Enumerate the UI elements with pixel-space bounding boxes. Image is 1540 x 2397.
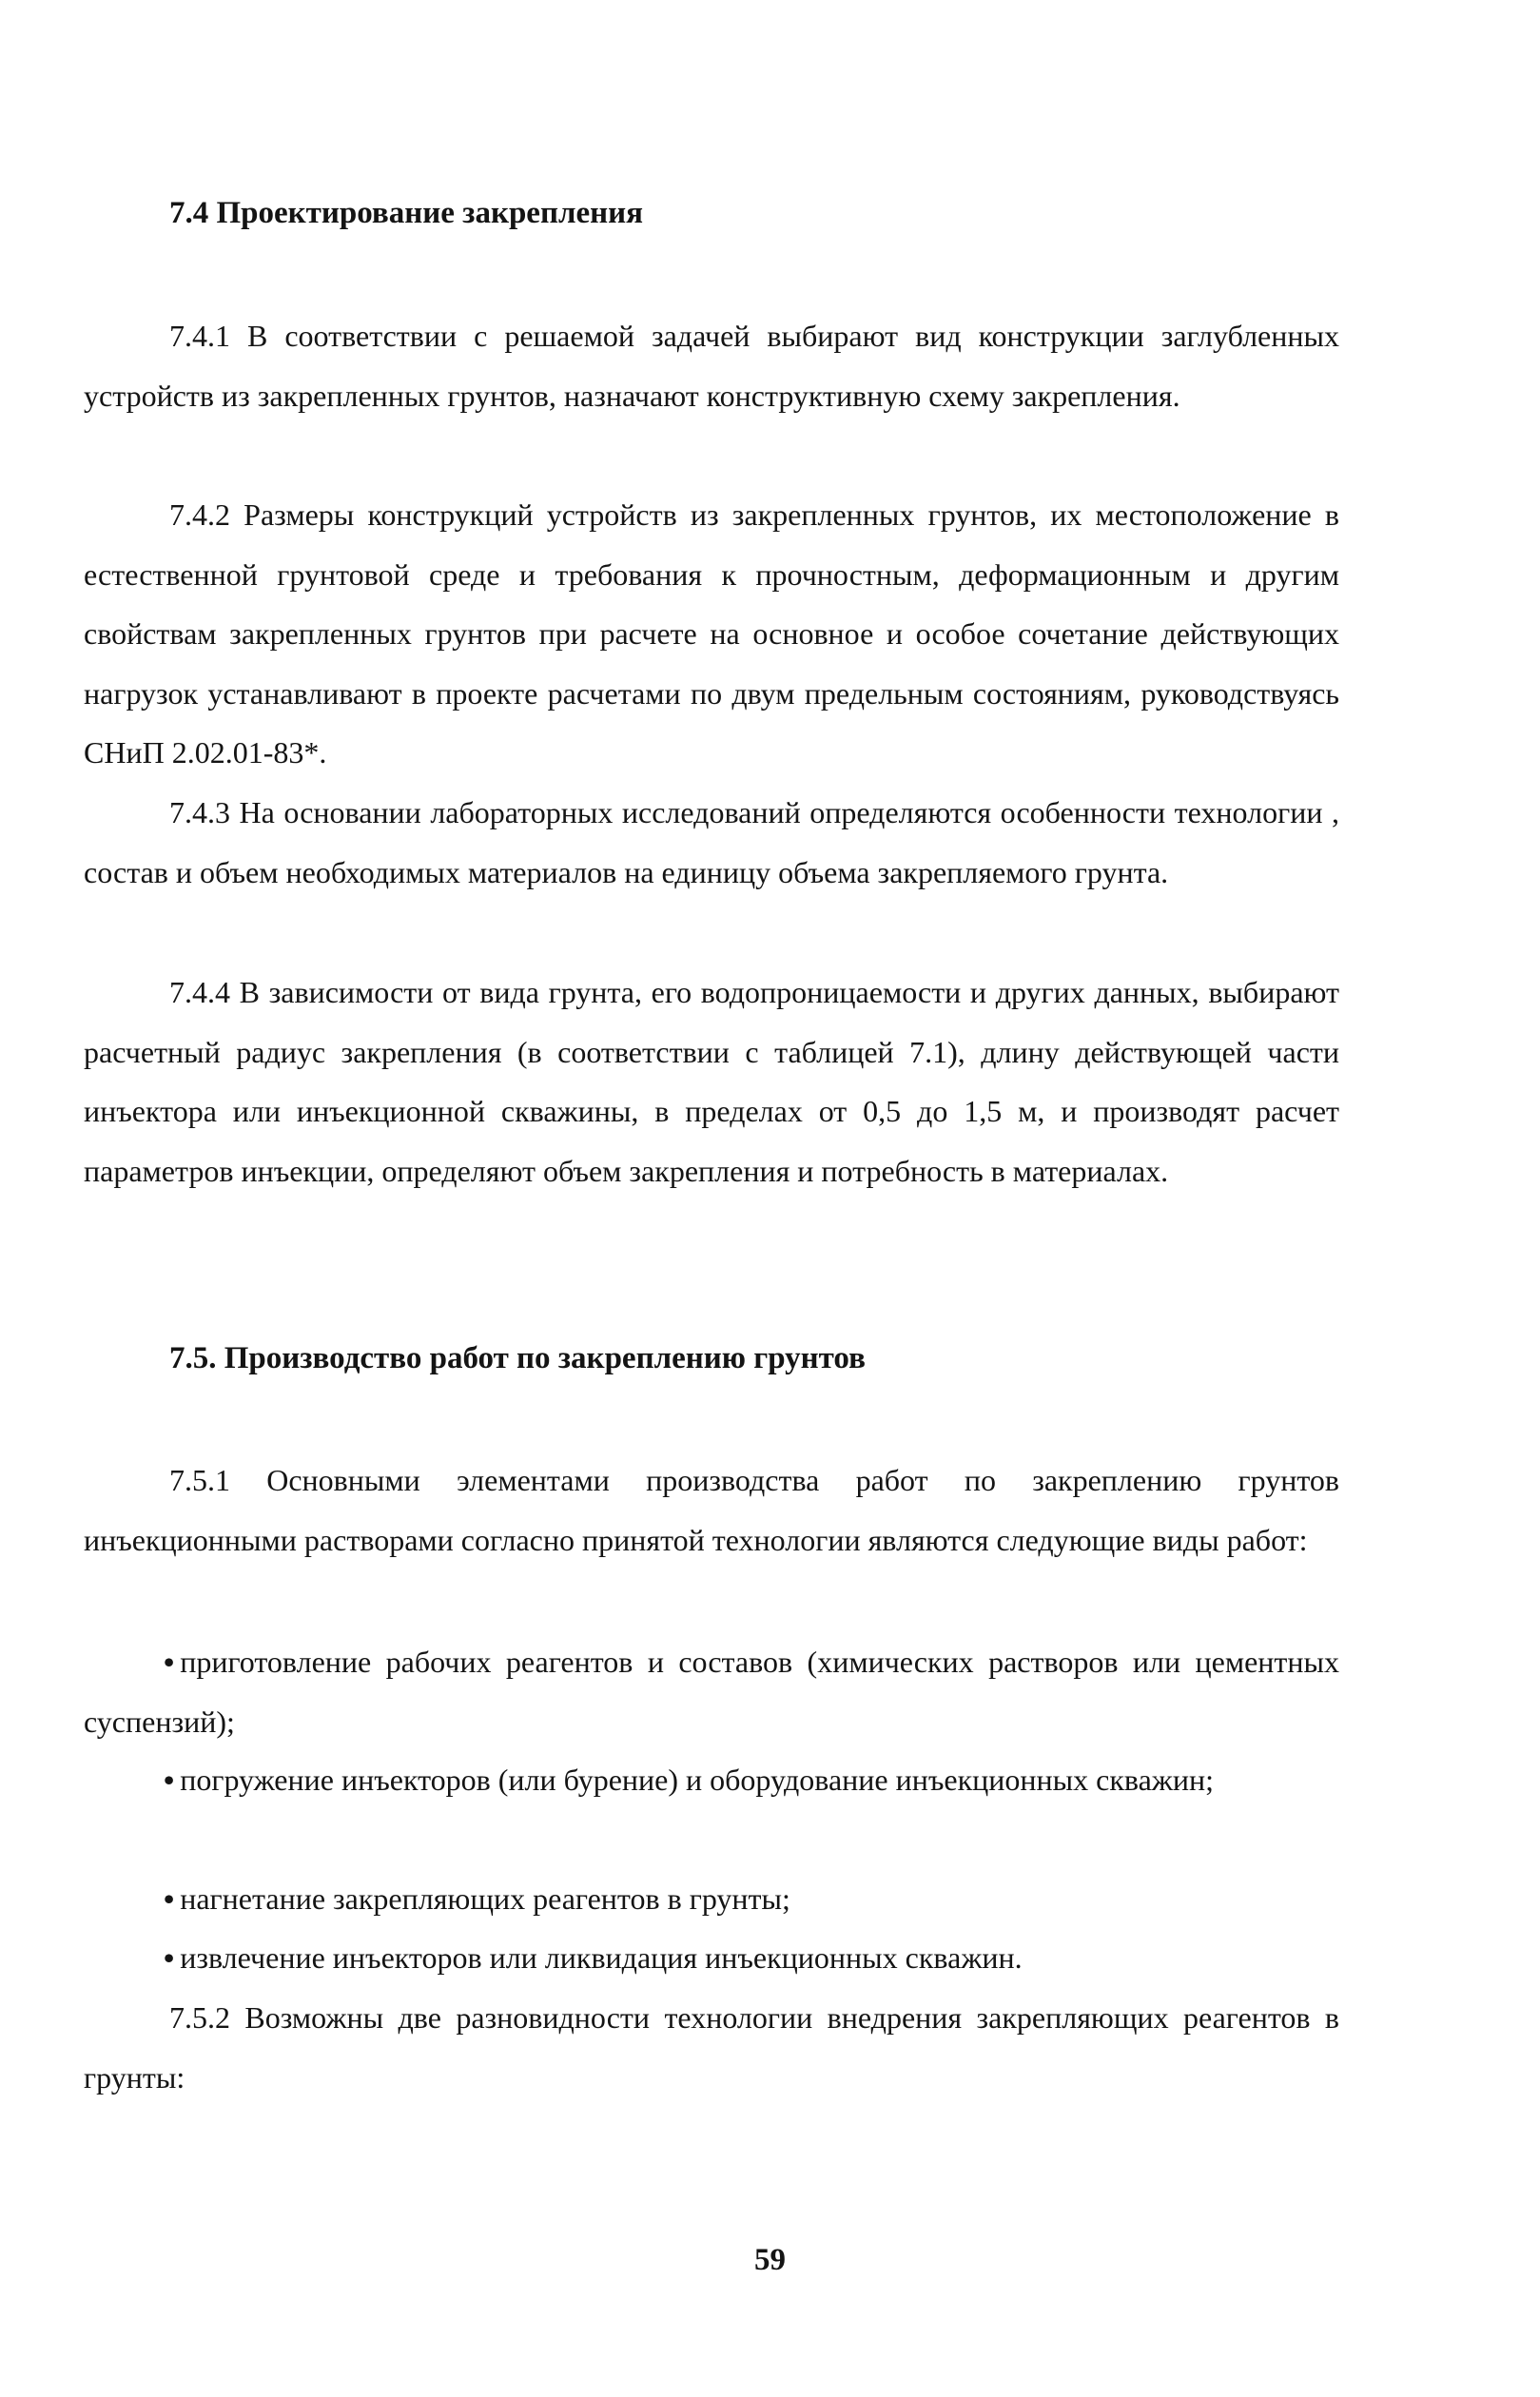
paragraph-7-4-4: 7.4.4 В зависимости от вида грунта, его водопроницаемости и других данных, выбирают расчетный радиус закрепления (в соответствии с таблицей 7.1), длину действующей части инъектора или инъекционной скважины, в пределах от 0,5 до 1,5 м, и производят расчет параметров инъекции, определяют объем закрепления и потребность в материалах. (84, 975, 1339, 1188)
paragraph-7-5-2: 7.5.2 Возможны две разновидности технологии внедрения закрепляющих реагентов в грунты: (84, 2000, 1339, 2095)
bullet-item (84, 1928, 1339, 1988)
bullet-text: нагнетание закрепляющих реагентов в грунты; (180, 1881, 790, 1916)
bullet-text: приготовление рабочих реагентов и составов (химических растворов или цементных суспензий); (84, 1645, 1339, 1739)
bullet-text: извлечение инъекторов или ликвидация инъекционных скважин. (180, 1940, 1023, 1975)
bullet-item (84, 1750, 1339, 1810)
bullet-text: погружение инъекторов (или бурение) и оборудование инъекционных скважин; (180, 1763, 1215, 1797)
bullet-icon: • (164, 1881, 175, 1916)
section-7-5-heading: 7.5. Производство работ по закреплению грунтов (169, 1341, 866, 1375)
paragraph-7-4-3: 7.4.3 На основании лабораторных исследований определяются особенности технологии , состав и объем необходимых материалов на единицу объема закрепляемого грунта. (84, 795, 1339, 889)
bullet-icon: • (164, 1940, 175, 1975)
bullet-icon: • (164, 1763, 175, 1797)
bullet-item (84, 1632, 1339, 1751)
bullet-icon: • (164, 1645, 175, 1679)
paragraph-7-4-2: 7.4.2 Размеры конструкций устройств из закрепленных грунтов, их местоположение в естественной грунтовой среде и требования к прочностным, деформационным и другим свойствам закрепленных грунтов при расчете на основное и особое сочетание действующих нагрузок устанавливают в проекте расчетами по двум предельным состояниям, руководствуясь СНиП 2.02.01-83*. (84, 497, 1339, 770)
section-7-4-heading: 7.4 Проектирование закрепления (169, 196, 644, 230)
page-number: 59 (754, 2243, 786, 2277)
bullet-item (84, 1869, 1339, 1929)
paragraph-7-4-1: 7.4.1 В соответствии с решаемой задачей выбирают вид конструкции заглубленных устройств из закрепленных грунтов, назначают конструктивную схему закрепления. (84, 319, 1339, 413)
paragraph-7-5-1: 7.5.1 Основными элементами производства работ по закреплению грунтов инъекционными растворами согласно принятой технологии являются следующие виды работ: (84, 1463, 1339, 1557)
